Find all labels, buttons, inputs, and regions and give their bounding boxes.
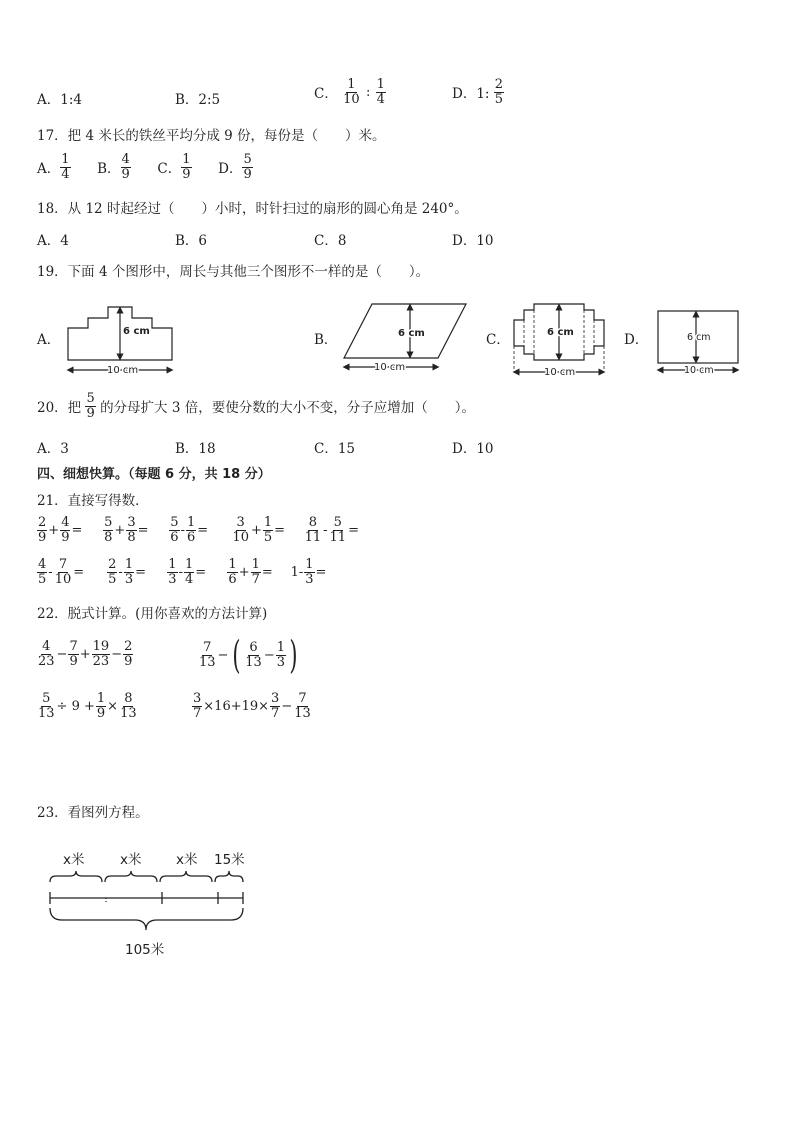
q18-option-a: A．4 [37, 233, 69, 249]
q19-label-b: B． [314, 332, 338, 348]
q20-option-d: D．10 [452, 441, 494, 457]
q18-option-d: D．10 [452, 233, 494, 249]
expression: $\frac{5}{6}$ - $\frac{1}{6}$ = [170, 515, 209, 545]
colon: : [365, 84, 371, 100]
q16-option-d-label: D．1: [452, 86, 490, 103]
q18-option-b: B．6 [175, 233, 208, 249]
q16-option-c-label: C． [314, 86, 338, 103]
figure-d-height-label: 6 cm [687, 332, 711, 343]
fraction: $\frac{2}{5}$ [494, 77, 504, 107]
q23-line-diagram [0, 840, 300, 970]
q20-option-c: C．15 [314, 441, 356, 457]
q20-option-a: A．3 [37, 441, 69, 457]
q22-expression-4: $\frac{3}{7}$ ×16+19× $\frac{3}{7}$ − $\frac{7}{13}$ [193, 691, 311, 721]
brace-top-4 [215, 871, 243, 882]
figure-b-width-label: 10 cm [374, 362, 406, 373]
brace-top-3 [160, 871, 212, 882]
expression: $\frac{5}{8}$ + $\frac{3}{8}$ = [104, 515, 149, 545]
q22-text: 22．脱式计算。(用你喜欢的方法计算) [37, 606, 268, 622]
brace-top-2 [105, 871, 157, 882]
q17-option-c: C． $\frac{1}{9}$ [157, 152, 191, 182]
q17-option-d: D． $\frac{5}{9}$ [218, 152, 252, 182]
q21-row-2 [37, 558, 327, 586]
q19-label-d: D． [624, 332, 649, 348]
q16-option-a: A．1:4 [37, 92, 82, 108]
q19-figures [0, 0, 794, 400]
expression: $\frac{3}{10}$ + $\frac{1}{5}$ = [232, 515, 286, 545]
expression: $\frac{2}{5}$ - $\frac{1}{3}$ = [108, 557, 147, 587]
q20-text [37, 392, 475, 420]
expression: 1- $\frac{1}{3}$ = [290, 557, 327, 587]
figure-c-stepped-cross [514, 304, 604, 372]
figure-a-width-label: 10 cm [107, 365, 139, 376]
q22-expression-3: $\frac{5}{13}$ ÷ 9 + $\frac{1}{9}$ × $\frac{8}{13}$ [38, 691, 137, 721]
q21-row-1 [37, 516, 360, 544]
q18-option-c: C．8 [314, 233, 347, 249]
q18-text: 18．从 12 时起经过（ ）小时，时针扫过的扇形的圆心角是 240°。 [37, 201, 468, 217]
figure-c-height-label: 6 cm [547, 327, 574, 338]
figure-c-width-label: 10 cm [544, 367, 576, 378]
expression: $\frac{2}{9}$ + $\frac{4}{9}$ = [38, 515, 83, 545]
left-paren: ( [232, 633, 241, 677]
q17-option-a: A． $\frac{1}{4}$ [37, 152, 70, 182]
expression: $\frac{1}{6}$ + $\frac{1}{7}$ = [228, 557, 273, 587]
figure-d-width-label: 10 cm [684, 365, 714, 376]
segment-label-4: 15米 [214, 852, 245, 868]
q20-option-b: B．18 [175, 441, 216, 457]
q19-label-a: A． [37, 332, 61, 348]
q19-label-c: C． [486, 332, 510, 348]
q17-option-b: B． $\frac{4}{9}$ [97, 152, 130, 182]
expression: $\frac{1}{3}$ - $\frac{1}{4}$ = [168, 557, 207, 587]
q16-option-b: B．2:5 [175, 92, 221, 108]
figure-b-height-label: 6 cm [398, 328, 425, 339]
brace-top-1 [50, 871, 102, 882]
segment-label-1: x米 [63, 852, 85, 868]
q22-expression-1: $\frac{4}{23}$ − $\frac{7}{9}$ + $\frac{19}{23}$ − $\frac{2}{9}$ [38, 639, 133, 669]
q20-prefix: 20．把 [37, 400, 82, 417]
total-label: 105米 [125, 942, 165, 958]
fraction: $\frac{5}{9}$ [86, 391, 95, 421]
figure-a-height-label: 6 cm [123, 326, 150, 337]
figure-a-stepped [68, 307, 172, 370]
q22-expression-2: $\frac{7}{13}$ − ( $\frac{6}{13}$ − $\frac{1}{3}$ ) [199, 633, 298, 677]
right-paren: ) [289, 633, 298, 677]
q23-text: 23．看图列方程。 [37, 805, 149, 821]
segment-label-3: x米 [176, 852, 198, 868]
q19-text: 19．下面 4 个图形中，周长与其他三个图形不一样的是（ ）。 [37, 264, 430, 280]
q17-text: 17．把 4 米长的铁丝平均分成 9 份，每份是（ ）米。 [37, 128, 386, 144]
q20-suffix: 的分母扩大 3 倍，要使分数的大小不变，分子应增加（ ）。 [100, 400, 475, 417]
fraction: $\frac{1}{10}$ [343, 77, 360, 107]
expression: $\frac{8}{11}$ - $\frac{5}{11}$ = [304, 515, 359, 545]
fraction: $\frac{1}{4}$ [376, 77, 385, 107]
q21-text: 21．直接写得数． [37, 493, 149, 509]
section-title: 四、细想快算。（每题 6 分，共 18 分） [37, 467, 271, 482]
brace-bottom [50, 908, 243, 930]
expression: $\frac{4}{5}$ - $\frac{7}{10}$ = [38, 557, 85, 587]
segment-label-2: x米 [120, 852, 142, 868]
